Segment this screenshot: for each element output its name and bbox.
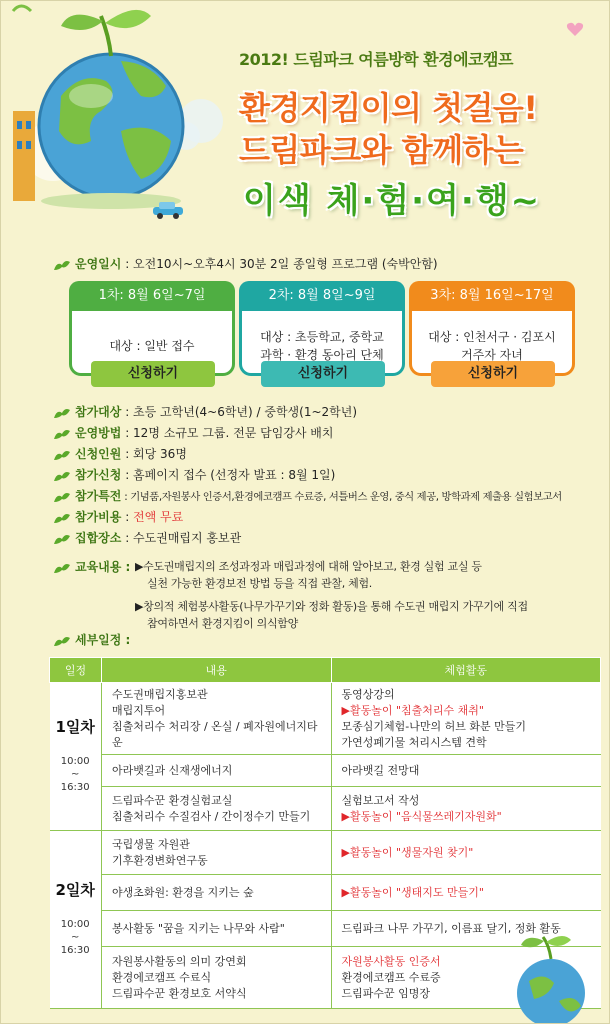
free-highlight: 전액 무료: [133, 510, 184, 524]
session-target: 대상 : 일반 접수: [109, 338, 195, 353]
info-row: [53, 445, 187, 462]
info-row: [53, 508, 183, 525]
info-row: [53, 487, 562, 504]
info-label: 참가특전: [75, 489, 122, 503]
activity-cell: [331, 875, 601, 911]
schedule-label: 운영일시: [75, 257, 122, 271]
day-label: 1일차: [55, 718, 95, 736]
info-row: [53, 424, 334, 441]
detail-label: 세부일정 :: [75, 633, 131, 647]
headline-line-3: 이색 체·험·여·행~: [243, 181, 542, 221]
activity-cell: [331, 683, 601, 755]
info-label: 참가대상: [75, 405, 122, 419]
day-label: 2일차: [55, 881, 95, 899]
info-text: : 회당 36명: [121, 447, 187, 461]
time-end: 16:30: [60, 945, 90, 956]
leaf-bullet-icon: [53, 259, 71, 271]
table-row: [50, 755, 601, 787]
info-text: : 12명 소규모 그룹. 전문 담임강사 배치: [121, 426, 334, 440]
leaf-bullet-icon: [53, 562, 71, 574]
apply-button-session-1[interactable]: 신청하기: [91, 361, 215, 387]
table-row: [50, 787, 601, 831]
leaf-bullet-icon: [53, 491, 71, 503]
activity-text: 실험보고서 작성: [341, 793, 420, 807]
activity-highlight: ▶활동놀이 "음식물쓰레기자원화": [341, 809, 502, 823]
education-item: 실천 가능한 환경보전 방법 등을 직접 관찰, 체험.: [147, 577, 372, 590]
table-header-row: [50, 658, 601, 683]
bottom-globe-illustration: [489, 931, 607, 1023]
heart-icon: [566, 21, 584, 37]
info-text: : 초등 고학년(4~6학년) / 중학생(1~2학년): [121, 405, 358, 419]
globe-sprout-illustration: [1, 1, 241, 241]
activity-cell: [331, 831, 601, 875]
info-row: [53, 529, 241, 546]
education-item: ▶수도권매립지의 조성과정과 매립과정에 대해 알아보고, 환경 실험 교실 등: [135, 560, 482, 573]
content-cell: 아라뱃길과 신재생에너지: [101, 755, 331, 787]
info-row: [53, 466, 335, 483]
table-row: [50, 683, 601, 755]
info-label: 운영방법: [75, 426, 122, 440]
headline-line-1: 환경지킴이의 첫걸음!: [239, 89, 538, 127]
leaf-bullet-icon: [53, 533, 71, 545]
session-title: 3차: 8월 16일~17일: [409, 281, 575, 311]
activity-text: 아라뱃길 전망대: [341, 763, 420, 777]
car-illustration: [151, 199, 185, 221]
apply-button-session-3[interactable]: 신청하기: [431, 361, 555, 387]
education-label-row: [53, 558, 130, 575]
time-start: 10:00: [60, 919, 90, 930]
time-start: 10:00: [60, 756, 90, 767]
activity-highlight: 자원봉사활동 인증서: [341, 954, 441, 968]
time-sep: ~: [71, 932, 80, 943]
activity-text: 모종심기체험-나만의 허브 화분 만들기 가연성폐기물 처리시스템 견학: [341, 719, 526, 749]
activity-text: 동영상강의: [341, 687, 395, 701]
schedule-text: : 오전10시~오후4시 30분 2일 종일형 프로그램 (숙박안함): [121, 257, 438, 271]
leaf-bullet-icon: [53, 635, 71, 647]
session-title: 2차: 8월 8일~9일: [239, 281, 405, 311]
info-text: : 기념품,자원봉사 인증서,환경에코캠프 수료증, 셔틀버스 운영, 중식 제공, 방학과제 제출용 실험보고서: [121, 491, 562, 503]
day-cell: [50, 831, 102, 1009]
detail-label-row: [53, 631, 130, 648]
education-item: ▶창의적 체험봉사활동(나무가꾸기와 정화 활동)을 통해 수도권 매립지 가꾸기에 직접: [135, 600, 528, 613]
leaf-bullet-icon: [53, 449, 71, 461]
session-target: 대상 : 인천서구 · 김포시 거주자 자녀: [428, 329, 556, 362]
content-cell: 드림파수꾼 환경실험교실 침출처리수 수질검사 / 간이정수기 만들기: [101, 787, 331, 831]
session-target: 대상 : 초등학교, 중학교 과학 · 환경 동아리 단체: [260, 329, 384, 362]
activity-cell: [331, 755, 601, 787]
activity-text: 드림파크 나무 가꾸기, 이름표 달기, 정화 활동: [341, 921, 561, 935]
activity-cell: [331, 787, 601, 831]
day-time: [50, 755, 101, 794]
education-label: 교육내용 :: [75, 560, 131, 574]
time-sep: ~: [71, 769, 80, 780]
activity-highlight: ▶활동놀이 "생태지도 만들기": [341, 885, 484, 899]
table-header: 내용: [101, 658, 331, 683]
activity-highlight: ▶활동놀이 "침출처리수 채취": [341, 703, 484, 717]
table-row: [50, 831, 601, 875]
education-item: 참여하면서 환경지킴이 의식함양: [147, 617, 298, 630]
content-cell: 자원봉사활동의 의미 강연회 환경에코캠프 수료식 드림파수꾼 환경보호 서약식: [101, 947, 331, 1009]
table-header: 일정: [50, 658, 102, 683]
table-row: [50, 875, 601, 911]
day-cell: [50, 683, 102, 831]
subtitle: 2012! 드림파크 여름방학 환경에코캠프: [239, 50, 513, 69]
operation-schedule: [53, 255, 438, 272]
time-end: 16:30: [60, 782, 90, 793]
content-cell: 봉사활동 "꿈을 지키는 나무와 사람": [101, 911, 331, 947]
leaf-bullet-icon: [53, 512, 71, 524]
info-row: [53, 403, 357, 420]
content-cell: 수도권매립지홍보관 매립지투어 침출처리수 처리장 / 온실 / 폐자원에너지타운: [101, 683, 331, 755]
table-header: 체험활동: [331, 658, 601, 683]
content-cell: 야생초화원: 환경을 지키는 숲: [101, 875, 331, 911]
leaf-bullet-icon: [53, 407, 71, 419]
info-label: 참가비용: [75, 510, 122, 524]
activity-highlight: ▶활동놀이 "생물자원 찾기": [341, 845, 474, 859]
apply-button-session-2[interactable]: 신청하기: [261, 361, 385, 387]
activity-text: 환경에코캠프 수료증 드림파수꾼 임명장: [341, 970, 441, 1000]
leaf-bullet-icon: [53, 428, 71, 440]
leaf-bullet-icon: [53, 470, 71, 482]
info-label: 참가신청: [75, 468, 122, 482]
info-text: : 수도권매립지 홍보관: [121, 531, 242, 545]
content-cell: 국립생물 자원관 기후환경변화연구동: [101, 831, 331, 875]
info-text: :: [121, 510, 134, 524]
session-title: 1차: 8월 6일~7일: [69, 281, 235, 311]
info-label: 집합장소: [75, 531, 122, 545]
info-text: : 홈페이지 접수 (선정자 발표 : 8월 1일): [121, 468, 336, 482]
education-content: [135, 558, 528, 632]
info-label: 신청인원: [75, 447, 122, 461]
headline-line-2: 드림파크와 함께하는: [239, 131, 524, 169]
day-time: [50, 918, 101, 957]
